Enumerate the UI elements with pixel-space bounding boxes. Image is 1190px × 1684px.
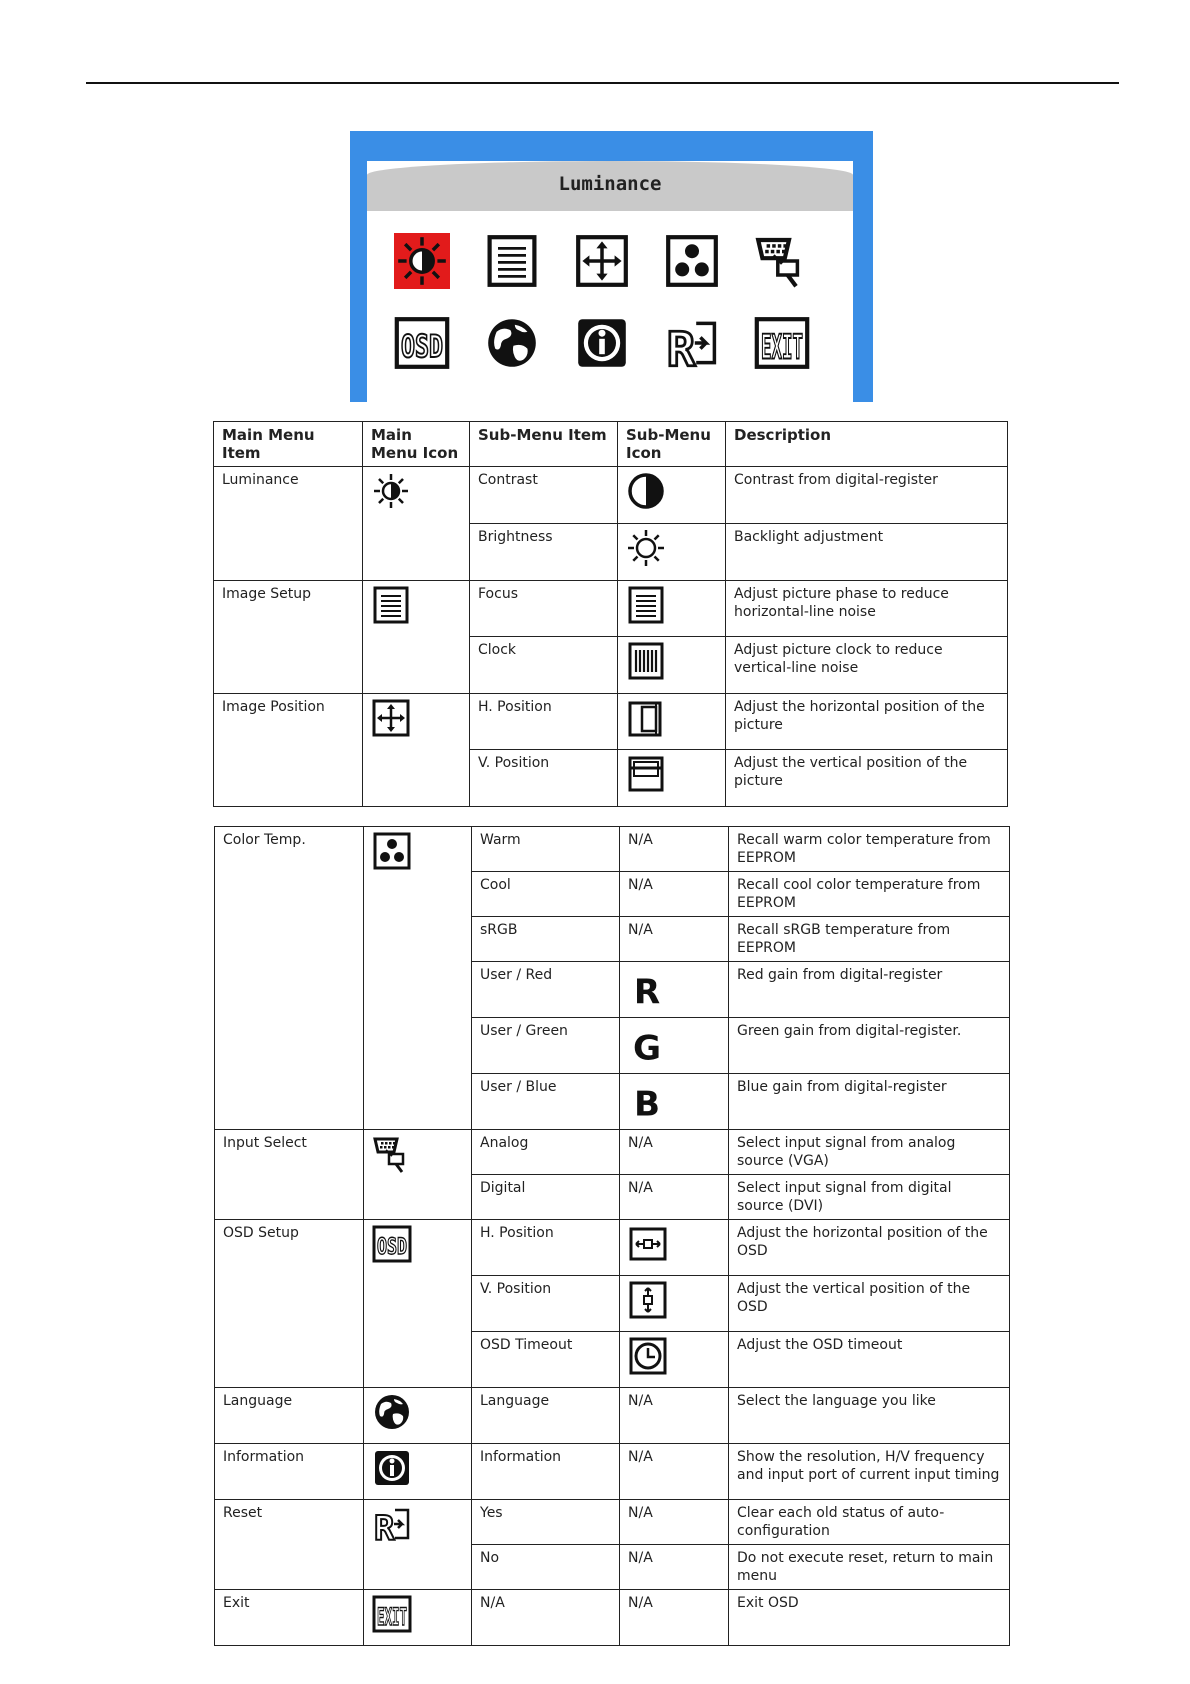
- table-row: [215, 1500, 1010, 1545]
- osd-h-position-icon: [628, 1224, 668, 1264]
- brightness-icon: [626, 528, 666, 568]
- main-menu-icon-cell: [364, 827, 472, 1130]
- sub-menu-icon-cell: N/A: [620, 1444, 729, 1500]
- osd-slot-osd-setup-icon[interactable]: [394, 315, 450, 371]
- osd-menu-screenshot: [350, 131, 873, 402]
- sub-menu-icon-cell: N/A: [620, 1500, 729, 1545]
- description: Show the resolution, H/V frequency and input port of current input timing: [729, 1444, 1010, 1500]
- osd-setup-icon: [394, 315, 450, 371]
- luminance-icon: [394, 233, 450, 289]
- sub-menu-icon-cell: [618, 524, 726, 581]
- sub-menu-item: Analog: [472, 1130, 620, 1175]
- sub-menu-item: Contrast: [470, 467, 618, 524]
- clock-icon: [626, 641, 666, 681]
- sub-menu-icon-cell: N/A: [620, 1590, 729, 1646]
- input-select-icon: [754, 233, 810, 289]
- svg-text:R: R: [633, 972, 661, 1013]
- table-header-row: [214, 422, 1008, 467]
- sub-menu-icon-cell: [618, 694, 726, 750]
- green-icon: [628, 1026, 666, 1069]
- red-icon: [628, 970, 666, 1013]
- table-row: [214, 467, 1008, 524]
- main-menu-item: OSD Setup: [215, 1220, 364, 1388]
- description: Adjust the vertical position of the OSD: [729, 1276, 1010, 1332]
- table-row: [215, 827, 1010, 872]
- sub-menu-icon-cell: N/A: [620, 1388, 729, 1444]
- sub-menu-item: Cool: [472, 872, 620, 917]
- description: Adjust the OSD timeout: [729, 1332, 1010, 1388]
- sub-menu-item: Yes: [472, 1500, 620, 1545]
- sub-menu-icon-cell: N/A: [620, 1130, 729, 1175]
- sub-menu-item: OSD Timeout: [472, 1332, 620, 1388]
- main-menu-item: Language: [215, 1388, 364, 1444]
- main-menu-item: Image Setup: [214, 581, 363, 694]
- table-row: [214, 694, 1008, 750]
- table-row: [214, 581, 1008, 637]
- sub-menu-item: N/A: [472, 1590, 620, 1646]
- sub-menu-item: No: [472, 1545, 620, 1590]
- sub-menu-item: V. Position: [470, 750, 618, 807]
- main-menu-item: Color Temp.: [215, 827, 364, 1130]
- main-menu-icon-cell: [364, 1500, 472, 1590]
- osd-slot-luminance-icon[interactable]: [394, 233, 450, 289]
- sub-menu-icon-cell: [620, 1074, 729, 1130]
- description: Select input signal from analog source (VGA): [729, 1130, 1010, 1175]
- description: Contrast from digital-register: [726, 467, 1008, 524]
- description: Adjust picture clock to reduce vertical-line noise: [726, 637, 1008, 694]
- main-menu-item: Information: [215, 1444, 364, 1500]
- main-menu-item: Image Position: [214, 694, 363, 807]
- main-menu-item: Input Select: [215, 1130, 364, 1220]
- osd-panel: [367, 161, 853, 402]
- menu-table-1: [213, 421, 1008, 807]
- sub-menu-icon-cell: [618, 637, 726, 694]
- sub-menu-item: Digital: [472, 1175, 620, 1220]
- exit-icon: [754, 315, 810, 371]
- table-row: [215, 1130, 1010, 1175]
- osd-slot-reset-icon[interactable]: [664, 315, 720, 378]
- table-row: [215, 1388, 1010, 1444]
- description: Backlight adjustment: [726, 524, 1008, 581]
- sub-menu-icon-cell: N/A: [620, 872, 729, 917]
- main-menu-icon-cell: [364, 1220, 472, 1388]
- table-row: [215, 1220, 1010, 1276]
- main-menu-icon-cell: [363, 694, 470, 807]
- sub-menu-item: V. Position: [472, 1276, 620, 1332]
- luminance-icon: [371, 471, 411, 511]
- description: Recall sRGB temperature from EEPROM: [729, 917, 1010, 962]
- main-menu-icon-cell: [363, 467, 470, 581]
- sub-menu-icon-cell: [618, 467, 726, 524]
- sub-menu-item: Information: [472, 1444, 620, 1500]
- sub-menu-item: sRGB: [472, 917, 620, 962]
- table-row: [215, 1444, 1010, 1500]
- information-icon: [574, 315, 630, 371]
- svg-text:EXIT: EXIT: [377, 1603, 407, 1631]
- osd-setup-icon: [372, 1224, 412, 1264]
- sub-menu-item: Warm: [472, 827, 620, 872]
- focus-icon: [626, 585, 666, 625]
- description: Clear each old status of auto-configuration: [729, 1500, 1010, 1545]
- description: Recall warm color temperature from EEPROM: [729, 827, 1010, 872]
- contrast-icon: [626, 471, 666, 511]
- image-position-icon: [574, 233, 630, 289]
- sub-menu-icon-cell: [620, 1332, 729, 1388]
- image-setup-icon: [371, 585, 411, 625]
- sub-menu-icon-cell: N/A: [620, 827, 729, 872]
- sub-menu-icon-cell: [620, 1276, 729, 1332]
- sub-menu-icon-cell: N/A: [620, 1545, 729, 1590]
- input-select-icon: [372, 1134, 412, 1174]
- sub-menu-item: User / Green: [472, 1018, 620, 1074]
- description: Do not execute reset, return to main menu: [729, 1545, 1010, 1590]
- main-menu-icon-cell: [363, 581, 470, 694]
- sub-menu-item: Brightness: [470, 524, 618, 581]
- osd-slot-image-position-icon[interactable]: [574, 233, 630, 289]
- description: Select input signal from digital source (DVI): [729, 1175, 1010, 1220]
- header-sub-menu-icon: Sub-Menu Icon: [618, 422, 726, 467]
- description: Green gain from digital-register.: [729, 1018, 1010, 1074]
- main-menu-icon-cell: [364, 1590, 472, 1646]
- osd-v-position-icon: [628, 1280, 668, 1320]
- description: Adjust the horizontal position of the picture: [726, 694, 1008, 750]
- image-position-icon: [371, 698, 411, 738]
- description: Red gain from digital-register: [729, 962, 1010, 1018]
- osd-slot-exit-icon[interactable]: [754, 315, 810, 371]
- main-menu-item: Reset: [215, 1500, 364, 1590]
- main-menu-item: Exit: [215, 1590, 364, 1646]
- osd-slot-input-select-icon[interactable]: [754, 233, 810, 289]
- sub-menu-item: Focus: [470, 581, 618, 637]
- header-description: Description: [726, 422, 1008, 467]
- color-temp-icon: [664, 233, 720, 289]
- main-menu-icon-cell: [364, 1388, 472, 1444]
- main-menu-icon-cell: [364, 1130, 472, 1220]
- main-menu-icon-cell: [364, 1444, 472, 1500]
- svg-text:R: R: [374, 1509, 395, 1549]
- sub-menu-item: User / Blue: [472, 1074, 620, 1130]
- reset-icon: [372, 1504, 412, 1549]
- sub-menu-icon-cell: [620, 1220, 729, 1276]
- main-menu-item: Luminance: [214, 467, 363, 581]
- description: Adjust the horizontal position of the OSD: [729, 1220, 1010, 1276]
- sub-menu-item: User / Red: [472, 962, 620, 1018]
- osd-timeout-icon: [628, 1336, 668, 1376]
- osd-slot-color-temp-icon[interactable]: [664, 233, 720, 289]
- reset-icon: [664, 315, 720, 378]
- osd-title: Luminance: [558, 173, 662, 195]
- sub-menu-item: Clock: [470, 637, 618, 694]
- sub-menu-icon-cell: [620, 962, 729, 1018]
- description: Adjust the vertical position of the picture: [726, 750, 1008, 807]
- sub-menu-item: H. Position: [470, 694, 618, 750]
- svg-text:EXIT: EXIT: [761, 327, 803, 367]
- information-icon: [372, 1448, 412, 1488]
- header-main-menu-item: Main Menu Item: [214, 422, 363, 467]
- color-temp-icon: [372, 831, 412, 871]
- image-setup-icon: [484, 233, 540, 289]
- sub-menu-icon-cell: [618, 581, 726, 637]
- svg-text:B: B: [633, 1084, 661, 1125]
- sub-menu-item: H. Position: [472, 1220, 620, 1276]
- header-main-menu-icon: Main Menu Icon: [363, 422, 470, 467]
- h-position-icon: [626, 698, 666, 738]
- svg-text:R: R: [666, 322, 696, 378]
- sub-menu-icon-cell: [618, 750, 726, 807]
- menu-table-2: [214, 826, 1010, 1646]
- osd-slot-information-icon[interactable]: [574, 315, 630, 371]
- header-sub-menu-item: Sub-Menu Item: [470, 422, 618, 467]
- description: Recall cool color temperature from EEPROM: [729, 872, 1010, 917]
- description: Adjust picture phase to reduce horizontal-line noise: [726, 581, 1008, 637]
- svg-text:OSD: OSD: [401, 329, 443, 365]
- exit-icon: [372, 1594, 412, 1634]
- language-icon: [372, 1392, 412, 1432]
- language-icon: [484, 315, 540, 371]
- v-position-icon: [626, 754, 666, 794]
- description: Exit OSD: [729, 1590, 1010, 1646]
- svg-text:G: G: [632, 1028, 662, 1069]
- table-row: [215, 1590, 1010, 1646]
- sub-menu-icon-cell: N/A: [620, 1175, 729, 1220]
- sub-menu-icon-cell: [620, 1018, 729, 1074]
- description: Select the language you like: [729, 1388, 1010, 1444]
- sub-menu-item: Language: [472, 1388, 620, 1444]
- osd-slot-image-setup-icon[interactable]: [484, 233, 540, 289]
- osd-slot-language-icon[interactable]: [484, 315, 540, 371]
- description: Blue gain from digital-register: [729, 1074, 1010, 1130]
- blue-icon: [628, 1082, 666, 1125]
- svg-text:OSD: OSD: [377, 1235, 407, 1260]
- top-rule: [86, 82, 1119, 84]
- sub-menu-icon-cell: N/A: [620, 917, 729, 962]
